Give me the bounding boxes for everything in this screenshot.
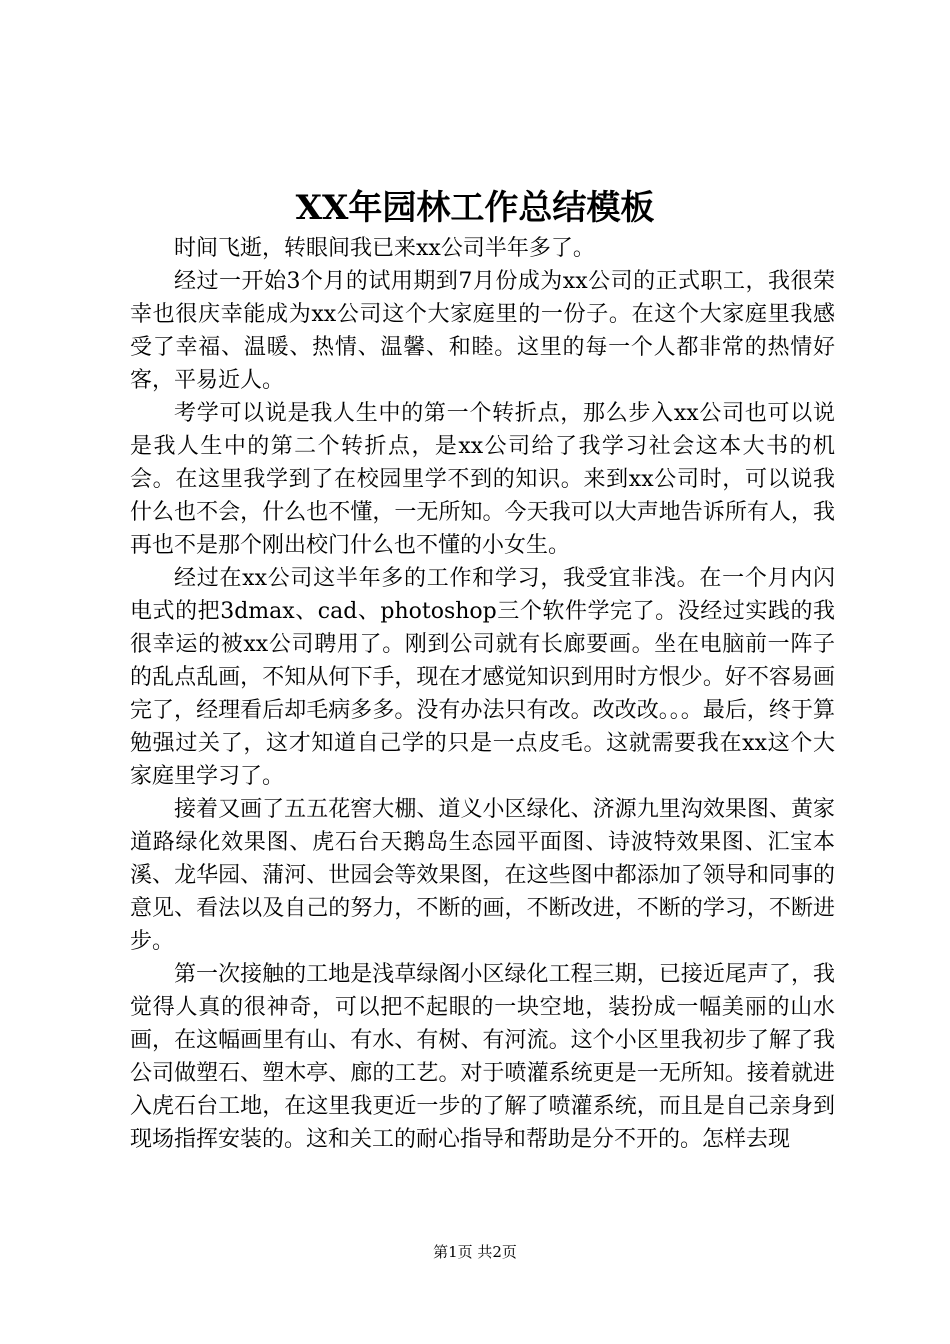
paragraph-4: 经过在xx公司这半年多的工作和学习，我受宜非浅。在一个月内闪电式的把3dmax、cad、photoshop三个软件学完了。没经过实践的我很幸运的被xx公司聘用了。刚到公司就有长廊要画。坐在电脑前一阵子的乱点乱画，不知从何下手，现在才感觉知识到用时方恨少。好不容易画完了，经理看后却毛病多多。没有办法只有改。改改改。。。最后，终于算勉强过关了，这才知道自己学的只是一点皮毛。这就需要我在xx这个大家庭里学习了。 — [130, 566, 835, 789]
paragraph-1: 时间飞逝，转眼间我已来xx公司半年多了。 — [174, 236, 595, 261]
paragraph-3: 考学可以说是我人生中的第一个转折点，那么步入xx公司也可以说是我人生中的第二个转折点，是xx公司给了我学习社会这本大书的机会。在这里我学到了在校园里学不到的知识。来到xx公司时，可以说我什么也不会，什么也不懂，一无所知。今天我可以大声地告诉所有人，我再也不是那个刚出校门什么也不懂的小女生。 — [130, 401, 835, 558]
paragraph-5: 接着又画了五五花窖大棚、道义小区绿化、济源九里沟效果图、黄家道路绿化效果图、虎石台天鹅岛生态园平面图、诗波特效果图、汇宝本溪、龙华园、蒲河、世园会等效果图，在这些图中都添加了领导和同事的意见、看法以及自己的努力，不断的画，不断改进，不断的学习，不断进步。 — [130, 797, 835, 954]
paragraph-2: 经过一开始3个月的试用期到7月份成为xx公司的正式职工，我很荣幸也很庆幸能成为xx公司这个大家庭里的一份子。在这个大家庭里我感受了幸福、温暖、热情、温馨、和睦。这里的每一个人都非常的热情好客，平易近人。 — [130, 269, 835, 393]
page-footer: 第1页 共2页 — [433, 1243, 517, 1261]
paragraph-6: 第一次接触的工地是浅草绿阁小区绿化工程三期，已接近尾声了，我觉得人真的很神奇，可以把不起眼的一块空地，装扮成一幅美丽的山水画，在这幅画里有山、有水、有树、有河流。这个小区里我初步了解了我公司做塑石、塑木亭、廊的工艺。对于喷灌系统更是一无所知。接着就进入虎石台工地，在这里我更近一步的了解了喷灌系统，而且是自己亲身到现场指挥安装的。这和关工的耐心指导和帮助是分不开的。怎样去现 — [130, 962, 835, 1152]
document-title: XX年园林工作总结模板 — [295, 188, 655, 228]
document-body — [130, 232, 835, 1156]
